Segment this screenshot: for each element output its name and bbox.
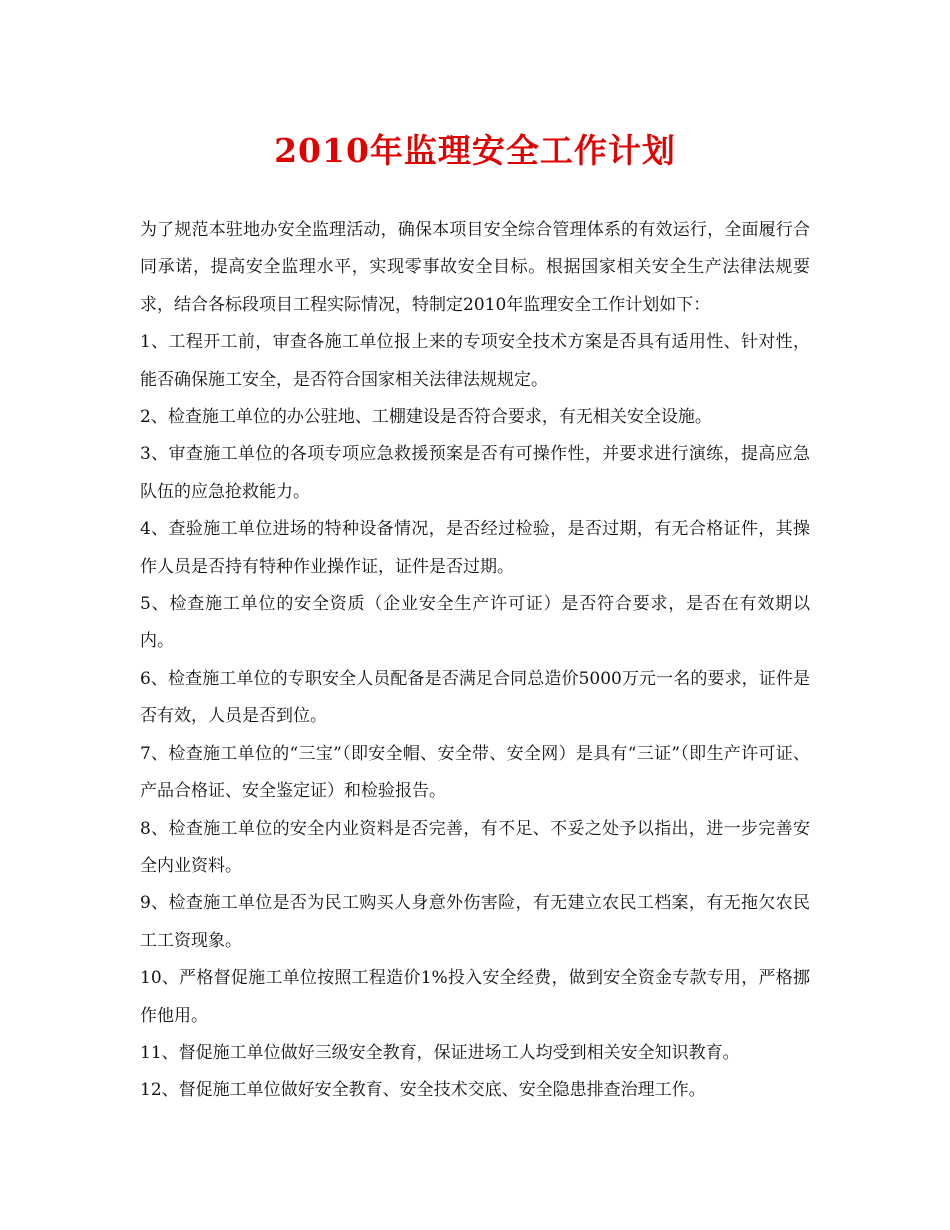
plan-item: 2、检查施工单位的办公驻地、工棚建设是否符合要求，有无相关安全设施。 — [140, 407, 712, 428]
plan-item: 5、检查施工单位的安全资质（企业安全生产许可证）是否符合要求，是否在有效期以内。 — [140, 594, 810, 652]
intro-paragraph: 为了规范本驻地办安全监理活动，确保本项目安全综合管理体系的有效运行，全面履行合同承诺，提高安全监理水平，实现零事故安全目标。根据国家相关安全生产法律法规要求，结合各标段项目工程实际情况，特制定2010年监理安全工作计划如下： — [140, 220, 810, 315]
plan-item: 9、检查施工单位是否为民工购买人身意外伤害险，有无建立农民工档案，有无拖欠农民工工资现象。 — [140, 893, 810, 951]
plan-item: 4、查验施工单位进场的特种设备情况，是否经过检验，是否过期，有无合格证件，其操作人员是否持有特种作业操作证，证件是否过期。 — [140, 519, 810, 577]
plan-item: 7、检查施工单位的“三宝”（即安全帽、安全带、安全网）是具有“三证”（即生产许可证、产品合格证、安全鉴定证）和检验报告。 — [140, 743, 810, 802]
plan-item: 11、督促施工单位做好三级安全教育，保证进场工人均受到相关安全知识教育。 — [140, 1042, 740, 1063]
plan-item-list — [140, 324, 810, 1110]
plan-item: 6、检查施工单位的专职安全人员配备是否满足合同总造价5000万元一名的要求，证件是否有效，人员是否到位。 — [140, 668, 810, 727]
plan-item: 8、检查施工单位的安全内业资料是否完善，有不足、不妥之处予以指出，进一步完善安全内业资料。 — [140, 818, 810, 876]
plan-item: 10、严格督促施工单位按照工程造价1%投入安全经费，做到安全资金专款专用，严格挪作他用。 — [140, 968, 810, 1026]
plan-item: 1、工程开工前，审查各施工单位报上来的专项安全技术方案是否具有适用性、针对性，能否确保施工安全，是否符合国家相关法律法规规定。 — [140, 332, 810, 390]
plan-item: 12、督促施工单位做好安全教育、安全技术交底、安全隐患排查治理工作。 — [140, 1080, 706, 1101]
plan-item: 3、审查施工单位的各项专项应急救援预案是否有可操作性，并要求进行演练，提高应急队伍的应急抢救能力。 — [140, 444, 810, 502]
document-title: 2010年监理安全工作计划 — [274, 131, 676, 170]
